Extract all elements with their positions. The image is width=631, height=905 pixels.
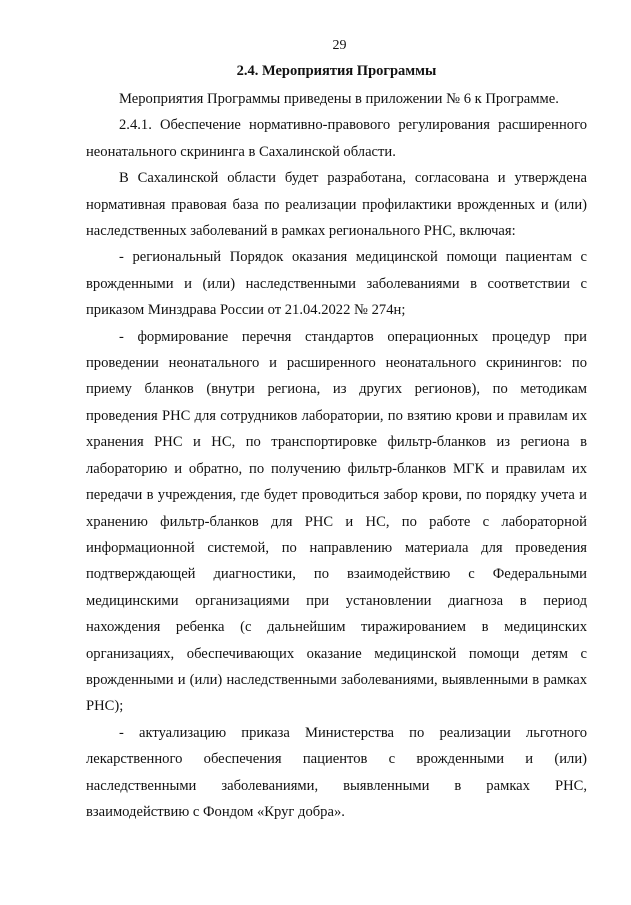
page-number: 29 bbox=[332, 38, 347, 53]
paragraph-subsection-2-4-1: 2.4.1. Обеспечение нормативно-правового регулирования расширенного неонатального скрининга в Сахалинской области. bbox=[86, 117, 587, 160]
list-item-order-update: - актуализацию приказа Министерства по реализации льготного лекарственного обеспечения пациентов с врожденными и (или) наследственными заболеваниями, выявленными в рамках РНС, взаимодействию с Фондом «Круг добра». bbox=[86, 724, 587, 820]
paragraph-regulatory-base: В Сахалинской области будет разработана, согласована и утверждена нормативная правовая база по реализации профилактики врожденных и (или) наследственных заболеваний в рамках регионального РНС, включая: bbox=[86, 170, 587, 240]
section-title: 2.4. Мероприятия Программы bbox=[236, 63, 437, 79]
list-item-standards: - формирование перечня стандартов операционных процедур при проведении неонатального и расширенного неонатального скринингов: по приему бланков (внутри региона, из других регионов), по методикам проведения РНС для сотрудников лаборатории, по взятию крови и правилам их хранения РНС и НС, по транспортировке фильтр-бланков из региона в лабораторию и обратно, по получению фильтр-бланков МГК и правилам их передачи в учреждения, где будет проводиться забор крови, по порядку учета и хранению фильтр-бланков для РНС и НС, по работе с лабораторной информационной системой, по направлению материала для проведения подтверждающей диагностики, по взаимодействию с Федеральными медицинскими организациями при установлении диагноза в период нахождения ребенка (с дальнейшим тиражированием в медицинских организациях, обеспечивающих оказание медицинской помощи детям с врожденными и (или) наследственными заболеваниями, выявленными в рамках РНС); bbox=[86, 328, 587, 715]
list-item-regional-procedure: - региональный Порядок оказания медицинской помощи пациентам с врожденными и (или) наследственными заболеваниями в соответствии с приказом Минздрава России от 21.04.2022 № 274н; bbox=[86, 249, 587, 319]
paragraph-intro: Мероприятия Программы приведены в приложении № 6 к Программе. bbox=[119, 91, 559, 107]
